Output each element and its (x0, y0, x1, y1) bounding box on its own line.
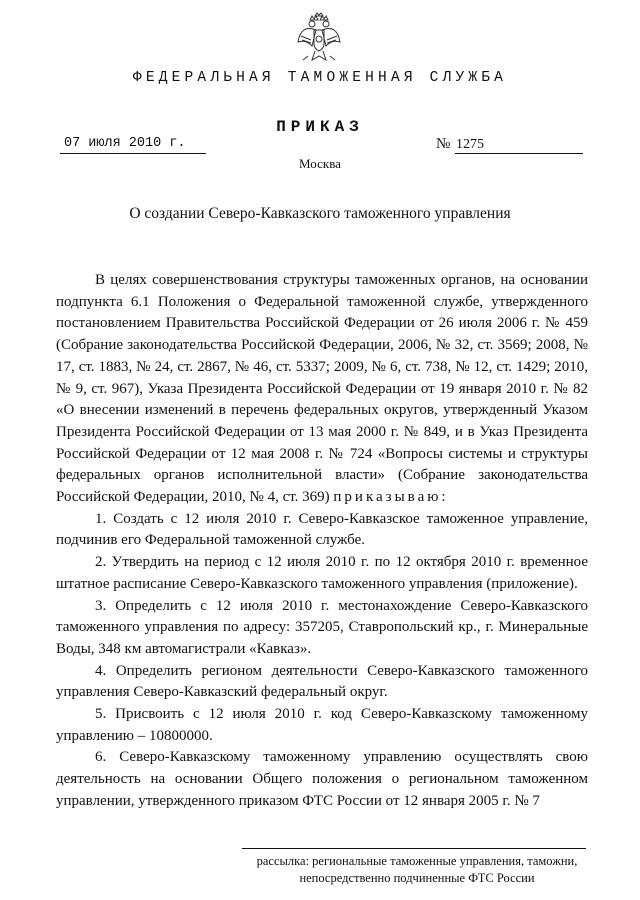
order-subject: О создании Северо-Кавказского таможенного управления (129, 205, 511, 222)
order-number: 1275 (456, 137, 484, 152)
distribution-line-2: непосредственно подчиненные ФТС России (299, 871, 535, 885)
document-type: ПРИКАЗ (276, 118, 364, 136)
order-word: приказываю: (333, 489, 449, 506)
item-5: 5. Присвоить с 12 июля 2010 г. код Северо-Кавказскому таможенному управлению – 10800000. (56, 706, 588, 744)
agency-name: ФЕДЕРАЛЬНАЯ ТАМОЖЕННАЯ СЛУЖБА (132, 70, 508, 86)
preamble-paragraph (56, 270, 588, 509)
preamble-text: В целях совершенствования структуры таможенных органов, на основании подпункта 6.1 Положения о Федеральной таможенной службе, утвержденного постановлением Правительства Российской Федерации от 26 июля 2006 г. № 459 (Собрание законодательства Российской Федерации, 2006, № 32, ст. 3569; 2008, № 17, ст. 1883, № 24, ст. 2867, № 46, ст. 5337; 2009, № 6, ст. 738, № 12, ст. 1429; 2010, № 9, ст. 967), Указа Президента Российской Федерации от 19 января 2010 г. № 82 «О внесении изменений в перечень федеральных округов, утвержденный Указом Президента Российской Федерации от 13 мая 2000 г. № 849, и в Указ Президента Российской Федерации от 12 мая 2008 г. № 724 «Вопросы системы и структуры федеральных органов исполнительной власти» (Собрание законодательства Российской Федерации, 2010, № 4, ст. 369) (56, 272, 588, 506)
coat-of-arms-icon (296, 12, 342, 66)
footer-divider (242, 848, 586, 849)
item-2: 2. Утвердить на период с 12 июля 2010 г. по 12 октября 2010 г. временное штатное расписание Северо-Кавказского таможенного управления (приложение). (56, 554, 588, 592)
item-3: 3. Определить с 12 июля 2010 г. местонахождение Северо-Кавказского таможенного управления по адресу: 357205, Ставропольский кр., г. Минеральные Воды, 348 км автомагистрали «Кавказ». (56, 597, 588, 657)
date-underline (60, 153, 206, 154)
number-sign: № (436, 136, 451, 152)
city: Москва (299, 156, 341, 171)
item-4: 4. Определить регионом деятельности Северо-Кавказского таможенного управления Северо-Кавказский федеральный округ. (56, 662, 588, 701)
order-body (56, 270, 588, 813)
distribution-line-1: рассылка: региональные таможенные управления, таможни, (256, 854, 578, 868)
order-date: 07 июля 2010 г. (64, 136, 186, 151)
item-6: 6. Северо-Кавказскому таможенному управлению осуществлять свою деятельность на основании Общего положения о региональном таможенном управлении, утвержденного приказом ФТС России от 12 января 2005 г. № 7 (56, 749, 588, 809)
distribution-note (242, 853, 592, 887)
item-1: 1. Создать с 12 июля 2010 г. Северо-Кавказское таможенное управление, подчинив его Федеральной таможенной службе. (56, 510, 588, 549)
number-underline (455, 153, 583, 154)
